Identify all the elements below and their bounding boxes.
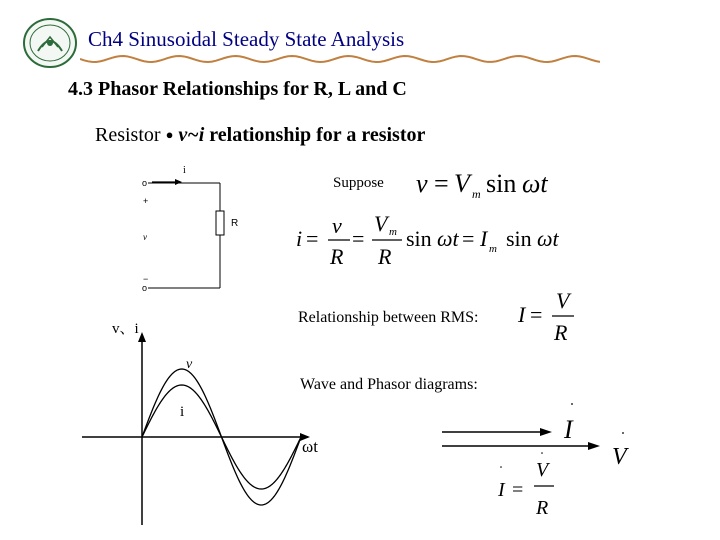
minus-sign: − [143, 274, 149, 284]
svg-text:R: R [330, 244, 344, 269]
phasor-equation [497, 452, 554, 519]
svg-text:R: R [378, 244, 392, 269]
resistor-symbol [216, 211, 224, 235]
rms-relationship-label: Relationship between RMS: [298, 309, 479, 326]
rms-equation [514, 288, 584, 346]
current-phasor-label: I [564, 415, 573, 444]
svg-text:R: R [536, 497, 549, 519]
voltage-curve-label: v [186, 357, 193, 372]
voltage-phasor-label: V [612, 444, 627, 470]
svg-text:I: I [518, 302, 526, 327]
svg-text:ωt: ωt [537, 226, 559, 251]
svg-text:ωt: ωt [522, 169, 548, 198]
svg-text:sin: sin [406, 226, 432, 251]
bullet-icon: ● [165, 127, 174, 142]
svg-text:m: m [472, 187, 481, 201]
svg-text:I: I [498, 479, 505, 501]
svg-text:I: I [480, 226, 488, 251]
current-curve-label: i [180, 404, 185, 420]
svg-text:i: i [296, 226, 303, 251]
resistor-heading [95, 124, 425, 147]
decorative-wave-divider [80, 52, 600, 66]
plus-sign: + [143, 196, 149, 206]
resistor-circuit [130, 160, 260, 300]
voltage-equation [412, 164, 552, 206]
current-equation [294, 208, 574, 272]
svg-text:m: m [489, 243, 497, 255]
sine-wave-plot [78, 330, 328, 530]
svg-text:=: = [462, 226, 475, 251]
x-axis-label: ωt [302, 437, 318, 456]
vi-symbol: v~i [178, 124, 205, 146]
top-terminal: o [142, 178, 148, 188]
current-label: i [183, 165, 186, 176]
svg-text:ωt: ωt [437, 226, 459, 251]
svg-text:v: v [416, 169, 428, 198]
resistor-label: Resistor [95, 124, 161, 146]
svg-text:=: = [512, 479, 524, 501]
relationship-text: relationship for a resistor [209, 124, 426, 146]
chapter-title: Ch4 Sinusoidal Steady State Analysis [88, 27, 405, 51]
svg-text:v: v [332, 213, 342, 238]
svg-text:=: = [306, 226, 319, 251]
svg-text:=: = [530, 302, 543, 327]
svg-text:sin: sin [486, 169, 517, 198]
svg-text:sin: sin [506, 226, 532, 251]
svg-text:V: V [556, 288, 570, 313]
voltage-label: v [143, 232, 147, 242]
suppose-label: Suppose [333, 175, 384, 191]
section-title: 4.3 Phasor Relationships for R, L and C [68, 78, 407, 100]
svg-text:V: V [374, 211, 388, 236]
svg-text:R: R [554, 320, 568, 345]
y-axis-arrowhead [138, 332, 146, 342]
bottom-terminal: o [142, 283, 148, 293]
y-axis-label: v、i [112, 321, 139, 337]
current-arrowhead [175, 179, 182, 185]
current-phasor-arrowhead [540, 428, 552, 436]
wave-phasor-label: Wave and Phasor diagrams: [300, 376, 478, 393]
phasor-diagram [436, 398, 646, 528]
svg-text:=: = [352, 226, 365, 251]
resistor-label: R [231, 218, 239, 229]
current-phasor-dot [571, 403, 573, 405]
university-logo [22, 17, 78, 69]
svg-text:V: V [454, 169, 470, 198]
voltage-phasor-arrowhead [588, 442, 600, 450]
svg-text:V: V [536, 459, 549, 481]
svg-text:=: = [434, 169, 449, 198]
svg-text:m: m [389, 226, 397, 238]
voltage-phasor-dot [622, 432, 624, 434]
